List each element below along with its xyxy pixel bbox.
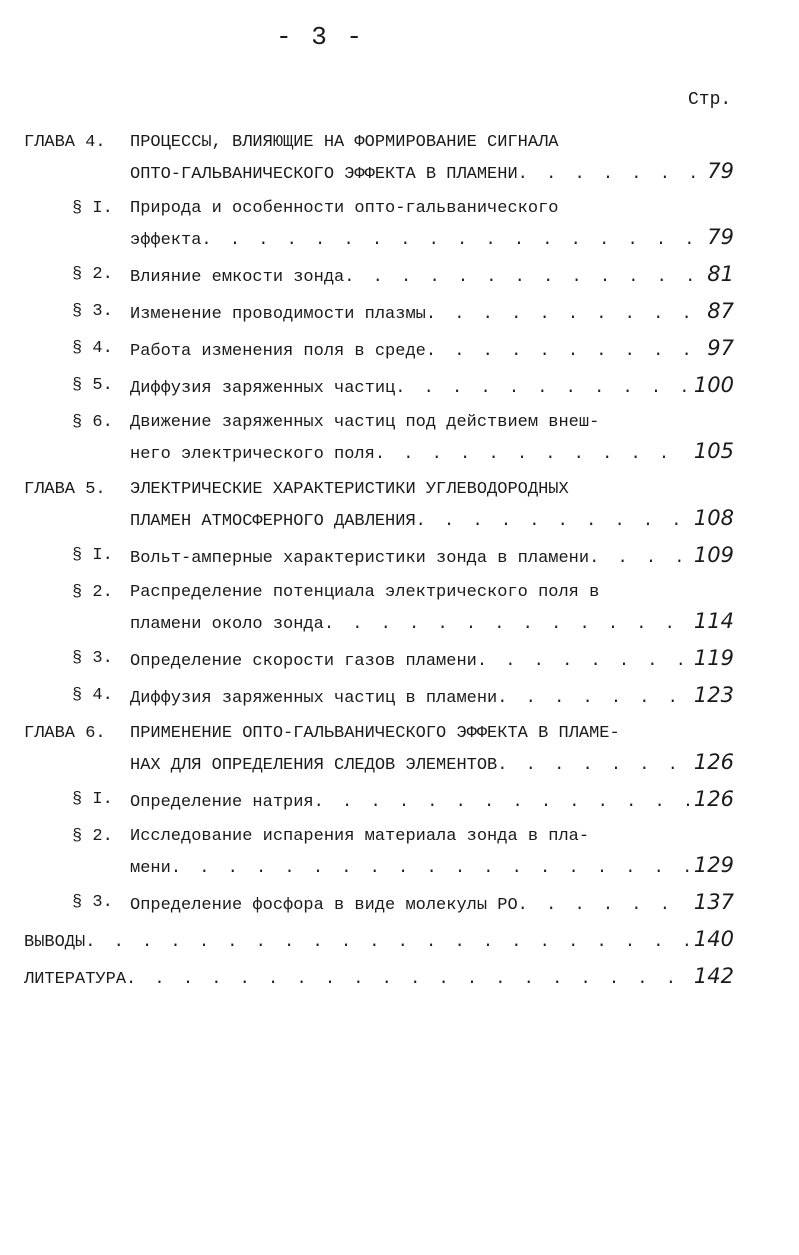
section-title: Изменение проводимости плазмы: [130, 305, 426, 324]
section-title-line2: пламени около зонда: [130, 615, 324, 634]
section-page: 123: [693, 683, 734, 707]
chapter-6-title-line2: НАХ ДЛЯ ОПРЕДЕЛЕНИЯ СЛЕДОВ ЭЛЕМЕНТОВ: [130, 756, 498, 775]
section-page: 81: [707, 262, 734, 286]
section-4-5: [24, 371, 734, 400]
dot-leader: [518, 891, 690, 917]
section-number: § 4.: [72, 686, 113, 705]
literature-entry: [24, 962, 734, 991]
dot-leader: [426, 300, 703, 326]
section-page: 97: [707, 336, 734, 360]
chapter-6-title-line1: ПРИМЕНЕНИЕ ОПТО-ГАЛЬВАНИЧЕСКОГО ЭФФЕКТА В ПЛАМЕ-: [130, 724, 620, 743]
dot-leader: [201, 226, 703, 252]
section-page: 100: [693, 373, 734, 397]
chapter-6-number: ГЛАВА 6.: [24, 724, 106, 743]
section-title: Определение фосфора в виде молекулы РО: [130, 896, 518, 915]
conclusions-label: ВЫВОДЫ: [24, 933, 86, 952]
dot-leader: [171, 854, 690, 880]
section-page: 105: [693, 439, 734, 463]
chapter-4-page: 79: [707, 159, 734, 183]
section-number: § 3.: [72, 302, 113, 321]
section-title-line2: него электрического поля: [130, 445, 375, 464]
chapter-4-number: ГЛАВА 4.: [24, 133, 106, 152]
chapter-5-entry: [24, 475, 734, 533]
section-title-line1: Движение заряженных частиц под действием внеш-: [130, 413, 600, 432]
dot-leader: [395, 374, 690, 400]
section-number: § 2.: [72, 827, 113, 846]
section-title: Определение натрия: [130, 793, 314, 812]
dot-leader: [126, 965, 690, 991]
table-of-contents: [24, 128, 734, 991]
section-title-line1: Исследование испарения материала зонда в пла-: [130, 827, 590, 846]
chapter-4-entry: [24, 128, 734, 186]
section-title: Диффузия заряженных частиц: [130, 379, 396, 398]
section-number: § I.: [72, 790, 113, 809]
section-number: § 2.: [72, 265, 113, 284]
section-4-2: [24, 260, 734, 289]
chapter-6-page: 126: [693, 750, 734, 774]
section-page: 87: [707, 299, 734, 323]
section-page: 109: [693, 543, 734, 567]
conclusions-page: 140: [693, 927, 734, 951]
dot-leader: [416, 507, 690, 533]
section-title-line2: мени: [130, 859, 171, 878]
dot-leader: [426, 337, 703, 363]
section-5-3: [24, 644, 734, 673]
literature-page: 142: [693, 964, 734, 988]
section-4-6: [24, 408, 734, 466]
section-page: 79: [707, 225, 734, 249]
dot-leader: [497, 684, 690, 710]
section-page: 126: [693, 787, 734, 811]
dot-leader: [497, 751, 690, 777]
section-5-4: [24, 681, 734, 710]
section-number: § 3.: [72, 649, 113, 668]
chapter-5-page: 108: [693, 506, 734, 530]
chapter-5-number: ГЛАВА 5.: [24, 480, 106, 499]
section-number: § 5.: [72, 376, 113, 395]
literature-label: ЛИТЕРАТУРА: [24, 970, 127, 989]
section-number: § 2.: [72, 583, 113, 602]
dot-leader: [85, 928, 690, 954]
dot-leader: [314, 788, 690, 814]
chapter-4-title-line2: ОПТО-ГАЛЬВАНИЧЕСКОГО ЭФФЕКТА В ПЛАМЕНИ: [130, 165, 518, 184]
section-4-1: [24, 194, 734, 252]
dot-leader: [477, 647, 690, 673]
section-title-line2: эффекта: [130, 231, 202, 250]
section-page: 129: [693, 853, 734, 877]
section-title-line1: Природа и особенности опто-гальванического: [130, 199, 559, 218]
section-6-1: [24, 785, 734, 814]
section-number: § 3.: [72, 893, 113, 912]
section-6-3: [24, 888, 734, 917]
chapter-5-title-line1: ЭЛЕКТРИЧЕСКИЕ ХАРАКТЕРИСТИКИ УГЛЕВОДОРОДНЫХ: [130, 480, 569, 499]
section-4-4: [24, 334, 734, 363]
dot-leader: [344, 263, 703, 289]
dot-leader: [589, 544, 690, 570]
page-column-label: Стр.: [688, 90, 732, 110]
section-5-2: [24, 578, 734, 636]
dot-leader: [324, 610, 690, 636]
page-number: - 3 -: [275, 22, 364, 52]
dot-leader: [375, 440, 690, 466]
section-page: 137: [693, 890, 734, 914]
section-5-1: [24, 541, 734, 570]
section-6-2: [24, 822, 734, 880]
section-title: Влияние емкости зонда: [130, 268, 345, 287]
section-title-line1: Распределение потенциала электрического поля в: [130, 583, 600, 602]
dot-leader: [518, 160, 704, 186]
chapter-4-title-line1: ПРОЦЕССЫ, ВЛИЯЮЩИЕ НА ФОРМИРОВАНИЕ СИГНАЛА: [130, 133, 559, 152]
conclusions-entry: [24, 925, 734, 954]
section-number: § I.: [72, 199, 113, 218]
section-title: Работа изменения поля в среде: [130, 342, 426, 361]
section-page: 114: [693, 609, 734, 633]
section-number: § I.: [72, 546, 113, 565]
section-number: § 4.: [72, 339, 113, 358]
chapter-5-title-line2: ПЛАМЕН АТМОСФЕРНОГО ДАВЛЕНИЯ: [130, 512, 416, 531]
section-title: Определение скорости газов пламени: [130, 652, 477, 671]
section-page: 119: [693, 646, 734, 670]
section-title: Вольт-амперные характеристики зонда в пламени: [130, 549, 590, 568]
section-title: Диффузия заряженных частиц в пламени: [130, 689, 498, 708]
section-4-3: [24, 297, 734, 326]
chapter-6-entry: [24, 719, 734, 777]
section-number: § 6.: [72, 413, 113, 432]
